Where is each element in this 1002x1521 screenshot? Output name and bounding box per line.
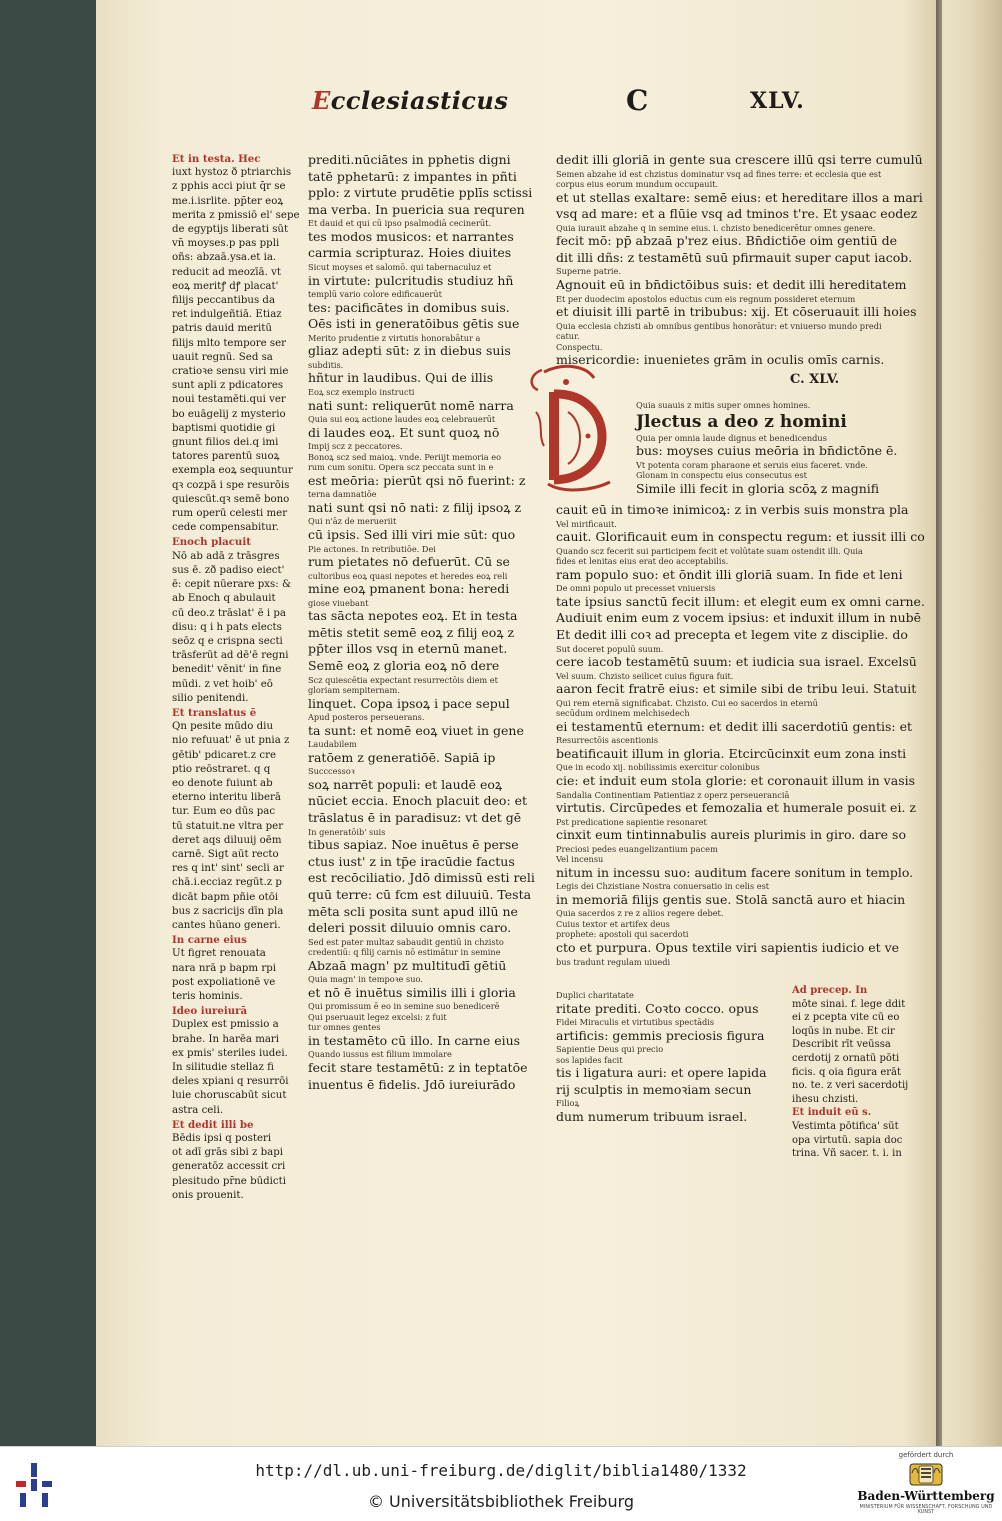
main-text-line: Superne patrie. — [556, 266, 621, 277]
gloss-line: merita z pmissiō el' sepe — [172, 209, 300, 221]
gloss-line: tū statuit.ne vltra per — [172, 820, 284, 832]
main-text-line: Quia sacerdos z re z aliios regere debet. — [556, 908, 724, 919]
main-text-line: Duplici charitatate — [556, 990, 634, 1000]
gloss-line: res q int' sint' secli ar — [172, 863, 284, 875]
gloss-column — [172, 152, 300, 1203]
gloss-line: uauit regnū. Sed sa — [172, 351, 273, 363]
gloss-line: sus ē. zð padiso eiect' — [172, 564, 285, 576]
main-text-line: Que in ecodo xij. nobilissimis exercitur colonibus — [556, 762, 760, 773]
main-text-line: Resurrectōis ascentionis — [556, 735, 659, 746]
page-header — [0, 82, 1002, 122]
main-text-line: dit illi dñs: z testamētū suū pfirmauit super caput iacob. — [556, 249, 913, 265]
main-text-line: Qui rem eternā significabat. Chzisto. Cui eo sacerdos in eternū — [556, 697, 818, 708]
margin-note-line: ficis. q oia figura erāt — [792, 1066, 902, 1078]
gloss-line: patris dauid meritū — [172, 323, 272, 335]
main-text-line: inuentus ē fidelis. Jdō iureiurādo — [308, 1076, 516, 1092]
chapter-label-45: C. XLV. — [790, 372, 840, 387]
main-text-line: in testamēto cū illo. In carne eius — [308, 1032, 521, 1048]
main-text-line: Abzaā magn' pz multitudī gētiū — [308, 957, 507, 973]
main-text-line: et ut stellas exaltare: semē eius: et hereditare illos a mari — [556, 189, 923, 205]
gloss-line: chā.i.ecciaz regūt.z p — [172, 877, 282, 889]
gloss-line: carnē. Sigt aūt recto — [172, 848, 279, 860]
main-text-line: pp̄ter illos vsq in eternū manet. — [308, 641, 508, 657]
gloss-line: noui testamēti.qui ver — [172, 394, 286, 406]
main-text-line: subditis. — [308, 359, 344, 370]
gloss-line: sunt apli z pdicatores — [172, 380, 284, 392]
main-text-line: De omni populo ut precesset vniuersis — [556, 583, 716, 594]
main-text-line: et diuisit illi partē in tribubus: xij. Et cōseruauit illi hoies — [556, 304, 917, 320]
margin-note-line: Ad precep. In — [792, 985, 868, 996]
main-text-line: Vel incensu — [556, 854, 604, 865]
gloss-line: post expoliationē ve — [172, 976, 276, 988]
main-text-line: dedit illi gloriā in gente sua crescere illū qsi terre cumulū — [556, 152, 923, 167]
gloss-line: tatores parentū suoꝝ — [172, 451, 280, 463]
gloss-line: filijs peccantibus da — [172, 295, 276, 307]
text-column-left — [308, 152, 535, 1093]
main-text-line: tes modos musicos: et narrantes — [308, 228, 514, 244]
main-text-line: prophete: apostoli qui sacerdoti — [556, 929, 689, 940]
document-url-link[interactable]: http://dl.ub.uni-freiburg.de/diglit/biblia1480/1332 — [255, 1461, 747, 1480]
gloss-line: Ut figret renouata — [172, 948, 266, 960]
main-text-line: nati sunt: reliquerūt nomē narra — [308, 397, 514, 413]
gloss-line: Et dedit illi be — [172, 1118, 254, 1131]
main-text-line: credentiū: q filij carnis nō estimātur in semine — [308, 947, 501, 958]
margin-note-line: mōte sinai. f. lege ddit — [792, 998, 906, 1010]
margin-note-line: ei z pcepta vite cū eo — [792, 1012, 900, 1024]
gloss-line: exempla eoꝝ sequuntur — [172, 465, 293, 477]
gloss-line: de egyptijs liberati sūt — [172, 224, 289, 236]
gloss-line: luie choruscabūt sicut — [172, 1090, 287, 1102]
gloss-line: onis prouenit. — [172, 1189, 244, 1201]
main-text-line: ei testamentū eternum: et dedit illi sacerdotiū gentis: et — [556, 718, 913, 734]
gloss-line: ex pmis' steriles iudei. — [172, 1047, 288, 1059]
main-text-line: Sicut moyses et salomō. qui tabernaculuz et — [308, 262, 492, 273]
main-text-line: Cuius textor et artifex deus — [556, 918, 670, 929]
main-text-line: cie: et induit eum stola glorie: et coronauit illum in vasis — [556, 772, 916, 788]
gloss-line: eterno interitu liberā — [172, 792, 281, 804]
main-text-line: Vel suum. Chzisto seilicet cuius figura fuit. — [556, 670, 734, 681]
main-text-line: Audiuit enim eum z vocem ipsius: et induxit illum in nubē — [556, 610, 922, 626]
gloss-line: ē: cepit nūerare pxs: & — [172, 579, 292, 591]
main-text-line: tate ipsius sanctū fecit illum: et elegit eum ex omni carne. — [556, 593, 925, 609]
main-text-line: cinxit eum tintinnabulis aureis plurimis in giro. dare so — [556, 827, 906, 843]
copyright-text: © Universitätsbibliothek Freiburg — [367, 1492, 635, 1511]
incipit-line: Jlectus a deo z homini — [636, 411, 847, 432]
page-fold — [936, 0, 942, 1446]
main-text-line: prediti.nūciātes in pphetis digni — [308, 152, 511, 167]
main-text-line: rum cum sonitu. Opera scz peccata sunt in e — [308, 462, 494, 473]
main-text-line: giose viuebant — [308, 597, 369, 608]
right-margin-notes — [792, 984, 909, 1161]
main-text-line: mēta scli posita sunt apud illū ne — [308, 903, 518, 919]
gloss-line: benedit' vēnit' in fine — [172, 664, 282, 676]
decorated-initial-d-icon — [524, 362, 620, 494]
main-text-line: Merito prudentie z virtutis honorabātur a — [308, 332, 481, 343]
gloss-line: ret indulgeñtiā. Etiaz — [172, 309, 282, 321]
main-text-line: deleri possit diluuio omnis caro. — [308, 920, 512, 936]
main-text-line: in virtute: pulcritudis studiuz hñ — [308, 272, 514, 288]
main-text-line: fecit stare testamētū: z in teptatōe — [308, 1059, 528, 1075]
margin-note-line: cerdotij z ornatū pōti — [792, 1052, 900, 1064]
gloss-line: In carne eius — [172, 934, 247, 947]
gloss-line: cratioꝛe sensu viri mie — [172, 366, 289, 378]
gloss-line: seōz q e crispna secti — [172, 635, 283, 647]
main-text-line: ratōem z generatiōē. Sapiā ip — [308, 749, 496, 765]
text-column-right-top — [556, 152, 923, 369]
main-text-line: Semē eoꝝ z gloria eoꝝ nō dere — [308, 657, 500, 673]
main-text-line: hñtur in laudibus. Qui de illis — [308, 370, 494, 386]
main-text-line: Impij scz z peccatores. — [308, 441, 403, 452]
gloss-line: filijs mlto tempore ser — [172, 337, 287, 349]
state-name: Baden-Württemberg — [857, 1489, 995, 1503]
main-text-line: Vel mirificauit. — [556, 518, 617, 529]
viewer-footer — [0, 1446, 1002, 1521]
main-text-line: Sut doceret populū suum. — [556, 643, 664, 654]
running-title-initial: E — [312, 86, 331, 115]
gloss-line: Et in testa. Hec — [172, 153, 261, 165]
main-text-line: Succcessoꝛ — [308, 766, 355, 777]
main-text-line: ma verba. In puericia sua requren — [308, 201, 525, 217]
incipit-line: bus: moyses cuius meōria in bn̄dictōne ē. — [636, 443, 898, 458]
gloss-line: me.i.isrlite. pp̄ter eoꝝ — [172, 195, 284, 207]
main-text-line: mine eoꝝ pmanent bona: heredi — [308, 581, 510, 597]
main-text-line: misericordie: inuenietes grām in oculis omīs carnis. — [556, 352, 885, 368]
funder-block — [856, 1451, 996, 1517]
main-text-line: Et per duodecim apostolos eductus cum eis regnum possideret eternum — [556, 293, 856, 304]
main-text-line: Agnouit eū in bn̄dictōibus suis: et dedit illi hereditatem — [556, 276, 907, 292]
main-text-line: Quando scz fecerit sui participem fecit et volūtate suam ostendit illi. Quia — [556, 545, 863, 556]
gloss-line: rum operū celesti mer — [172, 508, 288, 520]
gloss-line: ab Enoch q abulauit — [172, 593, 276, 605]
main-text-line: Sapientie Deus qui precio — [556, 1044, 664, 1055]
main-text-line: sos lapides facit — [556, 1054, 623, 1065]
main-text-line: tatē pphetarū: z impantes in pñti — [308, 168, 517, 184]
gloss-line: ot adī grās sibi z bapi — [172, 1147, 283, 1159]
incipit-line: Vt potenta coram pharaone et seruis eius faceret. vnde. — [636, 459, 868, 470]
main-text-line: Sed est pater multaz sabaudit gentiū in chzisto — [308, 936, 504, 947]
gloss-line: z pphis acci piut q̄r se — [172, 181, 286, 193]
gloss-line: ptio reōstraret. q q — [172, 763, 271, 775]
main-text-line: catur. — [556, 331, 580, 342]
incipit-line: Glonam in conspectu eius consecutus est — [636, 470, 807, 481]
gloss-line: tur. Eum eo dūs pac — [172, 806, 276, 818]
gloss-line: deles xpiani q resurrōi — [172, 1076, 289, 1088]
main-text-line: linquet. Copa ipsoꝝ i pace sepul — [308, 695, 510, 711]
running-title-text: cclesiasticus — [330, 86, 509, 115]
margin-note-line: Et induit eū s. — [792, 1107, 872, 1119]
gloss-line: deret aqs diluuij oēm — [172, 834, 282, 846]
main-text-line: Semen abzahe id est chzistus dominatur vsq ad fines terre: et ecclesia que est — [556, 168, 882, 179]
gloss-line: Bēdis ipsi q posteri — [172, 1133, 272, 1145]
sponsored-by-label: gefördert durch — [898, 1451, 954, 1459]
main-text-line: rij sculptis in memoꝛiam secun — [556, 1081, 752, 1097]
gloss-line: Et translatus ē — [172, 706, 257, 719]
gloss-line: Nō ab adā z trāsgres — [172, 550, 280, 562]
main-text-line: nitum in incessu suo: auditum facere sonitum in templo. — [556, 864, 914, 880]
main-text-line: trāslatus ē in paradisuz: vt det gē — [308, 810, 522, 826]
main-text-line: pplo: z virtute prudētie pplīs sctissi — [308, 185, 533, 201]
main-text-line: tis i ligatura auri: et opere lapida — [556, 1065, 767, 1081]
main-text-line: Qui pseruauit legez excelsi: z fuit — [308, 1011, 447, 1022]
gloss-line: trāsferūt ad dē'ē regni — [172, 650, 289, 662]
main-text-line: Filioꝝ — [556, 1098, 580, 1109]
incipit-line: Quia per omnia laude dignus et benedicendus — [636, 432, 827, 443]
gloss-line: bo euāgelij z mysterio — [172, 408, 286, 420]
text-column-right-body — [556, 502, 925, 967]
main-text-line: Legis dei Chzistiane Nostra conuersatio in celis est — [556, 881, 770, 892]
main-text-line: nati sunt qsi nō nati: z filij ipsoꝝ z — [308, 499, 522, 515]
gloss-line: reducit ad meozīā. vt — [172, 266, 281, 278]
main-text-line: cū ipsis. Sed illi viri mie sūt: quo — [308, 526, 516, 542]
main-text-line: rum pietates nō defuerūt. Cū se — [308, 554, 510, 569]
gloss-line: eo denote fuiunt ab — [172, 777, 273, 789]
gloss-line: plesitudo pr̄ne būdicti — [172, 1175, 286, 1187]
main-text-line: Et dedit illi coꝛ ad precepta et legem vite z disciplie. do — [556, 626, 908, 642]
gloss-line: quiescūt.qꝛ semē bono — [172, 493, 290, 505]
main-text-line: Quia magn' in tempoꝛe suo. — [308, 974, 423, 985]
main-text-line: Apud posteros perseuerans. — [308, 712, 425, 723]
gloss-line: dicāt bapm pñie otōi — [172, 891, 279, 903]
gloss-line: vn̄ moyses.p pas ppli — [172, 238, 280, 250]
main-text-line: di laudes eoꝝ. Et sunt quoꝝ nō — [308, 424, 500, 440]
gloss-line: brahe. In harēa mari — [172, 1033, 280, 1045]
main-text-line: tibus sapiaz. Noe inuētus ē perse — [308, 837, 519, 853]
main-text-line: tes: pacificātes in domibus suis. — [308, 299, 510, 315]
gloss-line: Ideo iureiurā — [172, 1005, 248, 1018]
main-text-line: Quia ecclesia chzisti ab omnibus gentibus honorātur: et vniuerso mundo predi — [556, 320, 882, 331]
main-text-line: Pie actones. In retributiōe. Dei — [308, 543, 436, 554]
main-text-line: Quia sui eoꝝ actione laudes eoꝝ celebrauerūt — [308, 414, 496, 425]
main-text-line: Et dauid et qui cū ipso psalmodiā cecinerūt. — [308, 218, 492, 229]
main-text-line: dum numerum tribuum israel. — [556, 1108, 748, 1124]
gloss-line: qꝛ cozpā i spe resurōis — [172, 479, 290, 491]
main-text-line: cere iacob testamētū suum: et iudicia sua israel. Excelsū — [556, 654, 917, 670]
gloss-line: disu: q i h pats elects — [172, 621, 282, 633]
main-text-line: Oēs isti in generatōibus gētis sue — [308, 316, 520, 332]
chapter-letter: C — [626, 84, 649, 117]
gloss-line: teris hominis. — [172, 990, 243, 1002]
main-text-line: ta sunt: et nomē eoꝝ viuet in gene — [308, 722, 524, 738]
main-text-line: fecit mō: pp̄ abzaā p'rez eius. Bn̄dictiōe oim gentiū de — [556, 233, 898, 249]
main-text-line: Fidei Miraculis et virtutibus spectādis — [556, 1017, 715, 1028]
main-text-line: ritate prediti. Coꝛto cocco. opus — [556, 1000, 759, 1016]
gloss-line: Enoch placuit — [172, 536, 251, 549]
gloss-line: baptismi quotidie gi — [172, 422, 276, 434]
main-text-line: Scz quiescētia expectant resurrectōis diem et — [308, 674, 498, 685]
main-text-line: vsq ad mare: et a flūie vsq ad tminos t're. Et ysaac eodez — [556, 206, 918, 222]
gloss-line: cantes hūano generi. — [172, 919, 281, 931]
main-text-line: aaron fecit fratrē eius: et simile sibi de tribu leui. Statuit — [556, 681, 917, 697]
gloss-line: cede compensabitur. — [172, 522, 279, 534]
margin-note-line: loqūs in nube. Et cir — [792, 1025, 895, 1037]
gloss-line: silio penitendi. — [172, 692, 249, 704]
gloss-line: In silitudie stellaz fi — [172, 1062, 274, 1073]
gloss-line: Duplex est pmissio a — [172, 1019, 279, 1031]
main-text-line: cauit eū in timoꝛe inimicoꝝ: z in verbis suis monstra pla — [556, 502, 909, 517]
gloss-line: cū deo.z trāslat' ē i pa — [172, 607, 286, 619]
main-text-line: In generatōib' suis — [308, 826, 386, 837]
main-text-line: Pst predicatione sapientie resonaret — [556, 816, 707, 827]
running-title — [312, 86, 508, 115]
main-text-line: cto et purpura. Opus textile viri sapientis iudicio et ve — [556, 939, 900, 955]
margin-note-line: opa virtutū. sapia doc — [792, 1134, 903, 1146]
main-text-line: gliaz adepti sūt: z in diebus suis — [308, 343, 511, 359]
main-text-line: cauit. Glorificauit eum in conspectu regum: et iussit illi co — [556, 529, 925, 545]
main-text-line: beatificauit illum in gloria. Etcircūcinxit eum zona insti — [556, 745, 907, 761]
main-text-line: soꝝ narrēt populi: et laudē eoꝝ — [308, 776, 503, 792]
gloss-line: nio refuuat' ē ut pnia z — [172, 735, 290, 747]
main-text-line: et nō ē inuētus similis illi i gloria — [308, 984, 516, 1000]
margin-note-line: no. te. z veri sacerdotij — [792, 1080, 909, 1092]
main-text-line: ctus iust' z in tp̄e iracūdie factus — [308, 853, 515, 869]
gloss-line: gētib' pdicaret.z cre — [172, 749, 276, 761]
gloss-line: bus z sacricijs dīn pla — [172, 905, 284, 917]
gloss-line: Qn pesite mūdo diu — [172, 721, 274, 733]
main-text-line: gloriam sempiternam. — [308, 685, 400, 696]
main-text-line: virtutis. Circūpedes et femozalia et humerale posuit ei. z — [556, 800, 916, 816]
main-text-line: bus tradunt regulam uiuedi — [556, 956, 671, 967]
main-text-line: carmia scripturaz. Hoies diuites — [308, 245, 512, 261]
incipit-line: Quia suauis z mitis super omnes homines. — [636, 400, 811, 410]
main-text-line: terna damnatiōe — [308, 489, 377, 500]
main-text-line: ram populo suo: et ōndit illi gloriā suam. In fide et leni — [556, 566, 903, 582]
gloss-line: oñs: abzaā.ysa.et ia. — [172, 252, 277, 264]
incipit-line: Simile illi fecit in gloria scōꝝ z magnifi — [636, 480, 880, 496]
main-text-line: cultoribus eoꝝ quasi nepotes et heredes eoꝝ reli — [308, 570, 508, 581]
main-text-line: mētis stetit semē eoꝝ z filij eoꝝ z — [308, 624, 515, 640]
margin-note-line: ihesu chzisti. — [792, 1093, 859, 1105]
main-text-line: quū terre: cū fcm est diluuiū. Testa — [308, 886, 532, 902]
main-text-line: in memoriā filijs gentis sue. Stolā sanctā auro et hiacin — [556, 891, 906, 907]
main-text-line: Conspectu. — [556, 341, 603, 352]
ministry-name: MINISTERIUM FÜR WISSENSCHAFT, FORSCHUNG UND KUNST — [859, 1505, 993, 1515]
main-text-line: Qui n'āz de merueriit — [308, 516, 397, 527]
main-text-line: Sandalia Continentiam Patientiaz z operz perseueranciā — [556, 789, 790, 800]
chapter-incipit — [636, 400, 902, 497]
text-column-right-bottom — [556, 990, 766, 1125]
main-text-line: artificis: gemmis preciosis figura — [556, 1027, 765, 1043]
gloss-line: iuxt hystoz ð ptriarchis — [172, 167, 292, 179]
gloss-line: nara nrā p bapm rpi — [172, 962, 276, 974]
main-text-line: Laudabilem — [308, 739, 357, 750]
main-text-line: fides et lenitas eius erat deo acceptabilis. — [556, 556, 729, 567]
baden-wuerttemberg-crest-icon — [906, 1461, 946, 1487]
main-text-line: tur omnes gentes — [308, 1022, 381, 1033]
main-text-line: Bonoꝝ scz sed maioꝝ. vnde. Periijt memoria eo — [308, 451, 502, 462]
main-text-line: Eoꝝ scz exemplo instructi — [308, 387, 415, 398]
main-text-line: corpus eius eorum mundum occupauit. — [556, 179, 719, 190]
main-text-line: nūciet eccia. Enoch placuit deo: et — [308, 793, 528, 809]
main-text-line: Quando iussus est filium immolare — [308, 1049, 452, 1060]
chapter-number: XLV. — [750, 88, 805, 114]
main-text-line: Quia iurauit abzahe q in semine eius. i. chzisto benedicerētur omnes genere. — [556, 222, 876, 233]
gloss-line: mūdi. z vet hoib' eō — [172, 678, 273, 690]
main-text-line: Preciosi pedes euangelizantium pacem — [556, 843, 718, 854]
main-text-line: secūdum ordinem melchisedech — [556, 708, 690, 719]
margin-note-line: Vestimta pōtifica' sūt — [792, 1120, 899, 1132]
main-text-line: est meōria: pierūt qsi nō fuerint: z — [308, 472, 526, 488]
main-text-line: tas sācta nepotes eoꝝ. Et in testa — [308, 608, 518, 624]
next-page-edge — [932, 0, 1002, 1446]
main-text-line: Qui promissum ē eo in semine suo benedicerē — [308, 1001, 500, 1012]
margin-note-line: trina. Vñ sacer. t. i. in — [792, 1148, 902, 1160]
gloss-line: astra celi. — [172, 1104, 224, 1116]
gloss-line: eoꝝ meritꝭ dꝭ placat' — [172, 280, 279, 292]
main-text-line: templū vario colore edificauerūt — [308, 289, 442, 300]
gloss-line: gnunt filios dei.q imi — [172, 437, 279, 449]
margin-note-line: Describit rīt veūssa — [792, 1039, 891, 1051]
gloss-line: generatōz accessit cri — [172, 1161, 286, 1173]
main-text-line: est recōciliatio. Jdō dimissū esti reli — [308, 870, 535, 886]
